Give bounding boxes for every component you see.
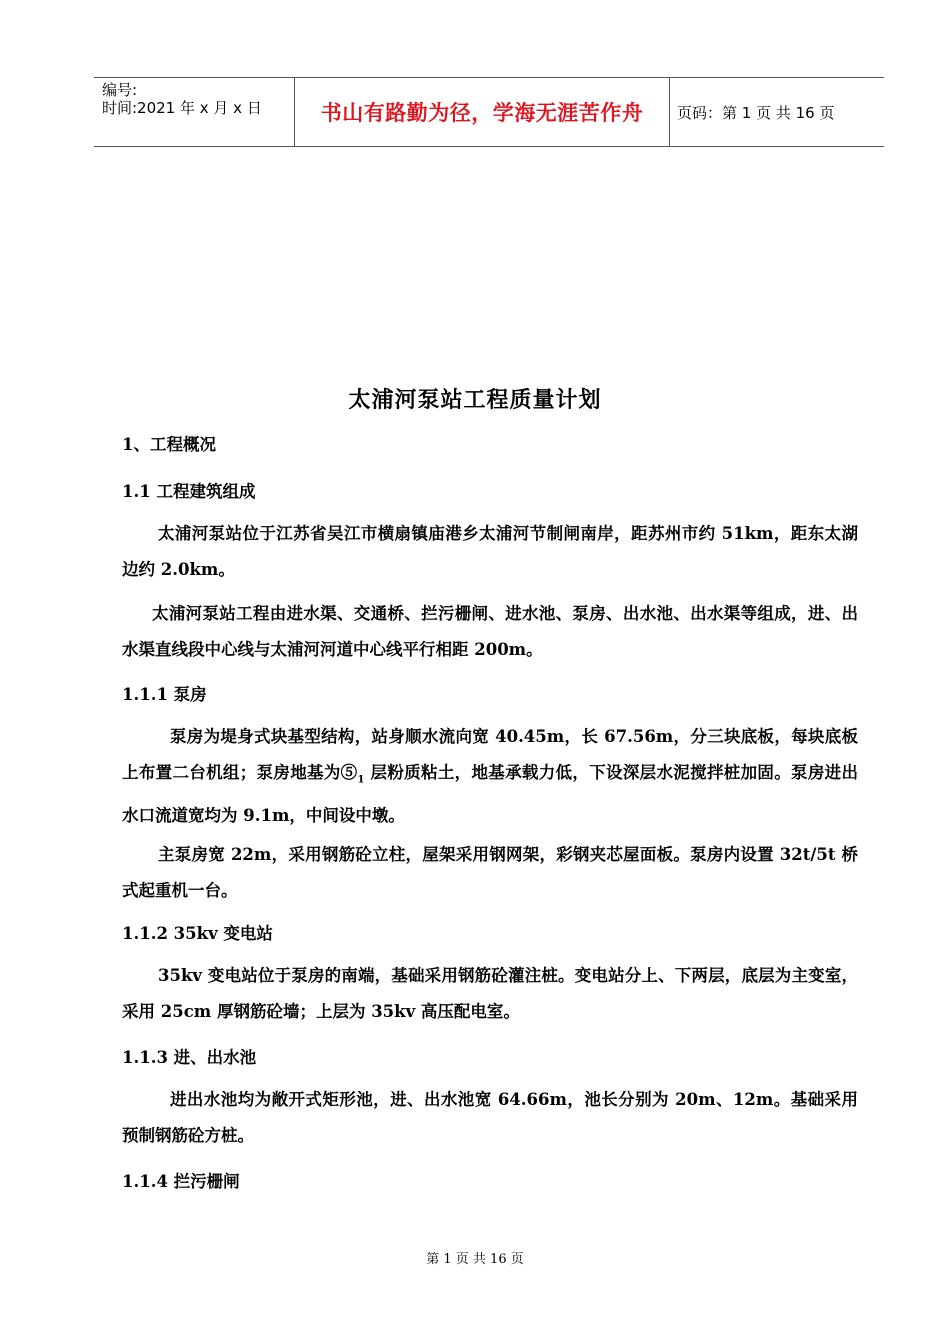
header-meta	[94, 78, 294, 146]
subsection-heading: 1.1 工程建筑组成	[122, 482, 256, 501]
page-footer: 第 1 页 共 16 页	[426, 1252, 524, 1267]
header-motto: 书山有路勤为径，学海无涯苦作舟	[320, 101, 644, 125]
section-heading: 1、工程概况	[122, 435, 216, 454]
paragraph: 太浦河泵站工程由进水渠、交通桥、拦污栅闸、进水池、泵房、出水池、出水渠等组成，进、出水渠直线段中心线与太浦河河道中心线平行相距 200m。	[122, 604, 858, 659]
paragraph: 主泵房宽 22m，采用钢筋砼立柱，屋架采用钢网架，彩钢夹芯屋面板。泵房内设置 32t/5t 桥式起重机一台。	[122, 845, 858, 900]
paragraph	[122, 719, 858, 834]
paragraph-text: 泵房为堤身式块基型结构，站身顺水流向宽 40.45m，长 67.56m，分三块底板，每块底板上布置二台机组；泵房地基为⑤	[122, 727, 858, 782]
paragraph: 进出水池均为敞开式矩形池，进、出水池宽 64.66m，池长分别为 20m、12m。基础采用预制钢筋砼方桩。	[122, 1090, 858, 1145]
paragraph: 35kv 变电站位于泵房的南端，基础采用钢筋砼灌注桩。变电站分上、下两层，底层为主变室，采用 25cm 厚钢筋砼墙；上层为 35kv 高压配电室。	[122, 966, 858, 1021]
subsection-heading: 1.1.3 进、出水池	[122, 1048, 257, 1067]
header-page-label: 页码：第 1 页 共 16 页	[677, 103, 835, 122]
paragraph: 太浦河泵站位于江苏省吴江市横扇镇庙港乡太浦河节制闸南岸，距苏州市约 51km，距东太湖边约 2.0km。	[122, 524, 858, 579]
subsection-heading: 1.1.2 35kv 变电站	[122, 924, 273, 943]
subscript: 1	[357, 774, 365, 786]
paragraph-text: 层粉质粘土，地基承载力低，下设深层水泥搅拌桩加固。泵房进出水口流道宽均为 9.1m，中间设中墩。	[122, 763, 859, 826]
document-title: 太浦河泵站工程质量计划	[348, 387, 602, 413]
page-header	[94, 77, 884, 147]
subsection-heading: 1.1.1 泵房	[122, 685, 207, 704]
document-date-label: 时间:2021 年 x 月 x 日	[102, 99, 262, 117]
document-number-label: 编号:	[102, 81, 138, 99]
subsection-heading: 1.1.4 拦污栅闸	[122, 1172, 240, 1191]
header-motto-cell	[294, 78, 670, 146]
